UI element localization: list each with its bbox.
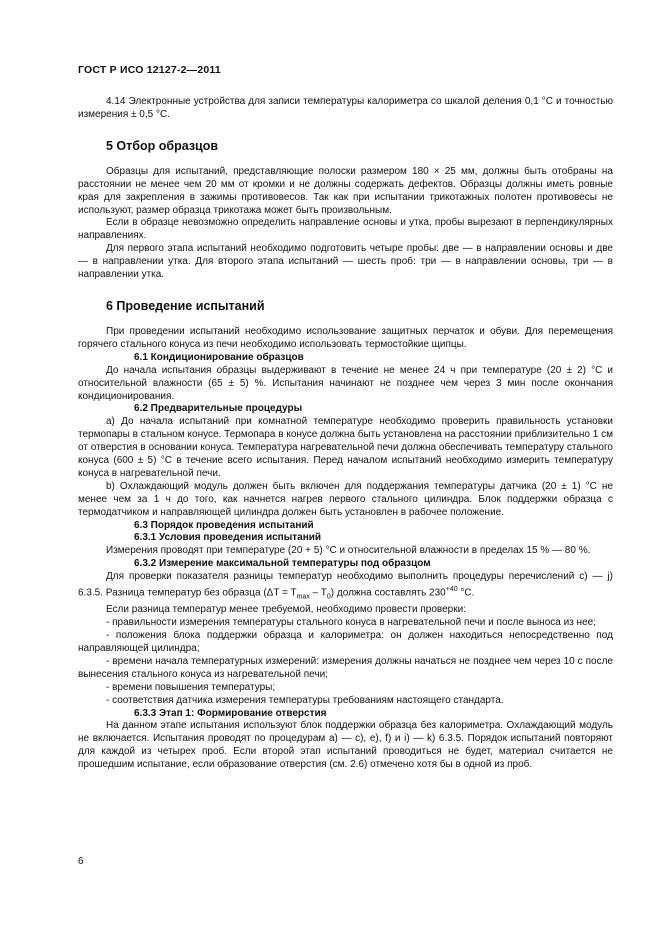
subsection-6-2-item-b: b) Охлаждающий модуль должен быть включен для поддержания температуры датчика (20 ± 1) °С не менее чем за 1 ч до того, как начнется нагрев первого стального цилиндра. Блок поддержки образца с термодатчиком и направляющей цилиндра должен быть установлен в рабочее положение. (78, 480, 613, 518)
subsection-6-1-title: 6.1 Кондиционирование образцов (134, 351, 304, 363)
list-item: - времени повышения температуры; (106, 681, 276, 693)
subsection-6-3-2-title: 6.3.2 Измерение максимальной температуры под образцом (134, 558, 431, 570)
section-5-paragraph: Образцы для испытаний, представляющие полоски размером 180 × 25 мм, должны быть отобраны на расстоянии не менее чем 20 мм от кромки и не должны содержать дефектов. Образцы должны иметь ровные края для закрепления в зажимы противовесов. Так как при испытании трикотажных полотен противовесы не используют, размер образца трикотажа может быть произвольным. (78, 165, 613, 216)
subsection-6-1-text: До начала испытания образцы выдерживают в течение не менее 24 ч при температуре (20 ± 2) °С и относительной влажности (65 ± 5) %. Испытания начинают не позднее чем через 3 мин после окончания кондиционирования. (78, 364, 613, 402)
subsection-6-2-title: 6.2 Предварительные процедуры (134, 403, 303, 415)
section-5-paragraph: Для первого этапа испытаний необходимо подготовить четыре пробы: две — в направлении основы и две — в направлении утка. Для второго этапа испытаний — шесть проб: три — в направлении основы, три — в направлении утка. (78, 243, 613, 281)
subsection-6-3-2-text: Если разница температур менее требуемой, необходимо провести проверки: (106, 604, 466, 616)
document-body (78, 96, 613, 772)
section-6-title: 6 Проведение испытаний (106, 298, 265, 313)
list-item: - соответствия датчика измерения температуры требованиям настоящего стандарта. (106, 694, 504, 706)
subsection-6-3-title: 6.3 Порядок проведения испытаний (134, 519, 314, 531)
list-item: - правильности измерения температуры стального конуса в нагревательной печи и после выноса из нее; (106, 617, 596, 629)
page-number: 6 (78, 856, 84, 867)
subsection-6-3-3-title: 6.3.3 Этап 1: Формирование отверстия (134, 707, 327, 719)
subsection-6-3-1-title: 6.3.1 Условия проведения испытаний (134, 532, 322, 544)
list-item: - положения блока поддержки образца и калориметра: он должен находиться непосредственно под направляющей цилиндра; (78, 630, 613, 655)
section-5-paragraph: Если в образце невозможно определить направление основы и утка, пробы вырезают в перпендикулярных направлениях. (78, 217, 613, 242)
document-header: ГОСТ Р ИСО 12127-2—2011 (78, 64, 221, 76)
section-6-paragraph: При проведении испытаний необходимо использование защитных перчаток и обуви. Для перемещения горячего стального конуса из печи необходимо использовать термостойкие щипцы. (78, 325, 613, 350)
subsection-6-3-1-text: Измерения проводят при температуре (20 + 5) °С и относительной влажности в пределах 15 % — 80 %. (106, 545, 591, 557)
list-item: - времени начала температурных измерений: измерения должны начаться не позднее чем через 10 с после вынесения стального конуса из нагревательной печи; (78, 655, 613, 680)
subsection-6-2-item-a: a) До начала испытаний при комнатной температуре необходимо проверить правильность установки термопары в стальном конусе. Термопара в конусе должна быть установлена на расстоянии приблизительно 1 см от отверстия в основании конуса. Температура нагревательной печи должна обеспечивать температуру стального конуса (600 ± 5) °С в течение всего испытания. Перед началом испытаний необходимо измерить температуру конуса в нагревательной печи. (78, 416, 613, 479)
subsection-6-3-2-formula-paragraph: Для проверки показателя разницы температур необходимо выполнить процедуры перечислений c) — j) 6.3.5. Разница температур без образца $(\Delta T = T_{max} - T_0)$ должна составлять $230^{+40}$ °С. (78, 571, 613, 601)
section-5-title: 5 Отбор образцов (106, 138, 219, 153)
paragraph-4-14: 4.14 Электронные устройства для записи температуры калориметра со шкалой деления 0,1 °С и точностью измерения ± 0,5 °С. (78, 96, 613, 120)
subsection-6-3-3-text: На данном этапе испытания используют блок поддержки образца без калориметра. Охлаждающий модуль не включается. Испытания проводят по процедурам a) — c), e), f) и i) — k) 6.3.5. Порядок испытаний повторяют для каждой из четырех проб. Если второй этап испытаний проводиться не будет, материал считается не прошедшим испытание, если образование отверстия (см. 2.6) отмечено хотя бы в одной из проб. (78, 720, 613, 771)
